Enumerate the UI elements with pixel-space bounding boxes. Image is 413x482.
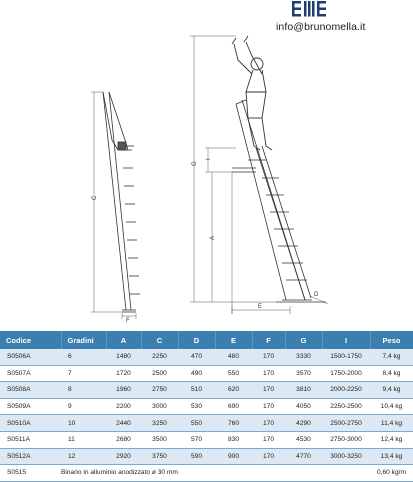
cell-e: 690: [215, 398, 252, 415]
cell-codice: S0506A: [0, 349, 61, 365]
cell-c: 2750: [141, 382, 178, 399]
cell-a: 2440: [106, 415, 141, 432]
cell-d: 570: [178, 431, 215, 448]
cell-e: 830: [215, 431, 252, 448]
cell-peso: 11,4 kg: [370, 415, 413, 432]
cell-i: 3000-3250: [322, 448, 370, 465]
table-row: [0, 398, 413, 415]
label-base: D: [314, 292, 319, 298]
cell-g: 3570: [285, 365, 322, 382]
label-side-base: F: [126, 318, 130, 324]
cell-peso: 13,4 kg: [370, 448, 413, 465]
cell-c: 3750: [141, 448, 178, 465]
cell-codice: S0515: [0, 465, 61, 482]
cell-codice: S0511A: [0, 431, 61, 448]
header-codice: Codice: [0, 331, 61, 349]
cell-e: 900: [215, 448, 252, 465]
header-peso: Peso: [370, 331, 413, 349]
cell-f: 170: [252, 448, 285, 465]
header-a: A: [106, 331, 141, 349]
platform: [232, 160, 266, 172]
side-view-dimensions: [91, 92, 136, 319]
cell-c: 2500: [141, 365, 178, 382]
cell-peso: 12,4 kg: [370, 431, 413, 448]
cell-description: Binario in alluminio anodizzato ø 30 mm: [61, 465, 370, 482]
header-f: F: [252, 331, 285, 349]
cell-f: 170: [252, 349, 285, 365]
cell-f: 170: [252, 365, 285, 382]
cell-a: 2680: [106, 431, 141, 448]
cell-f: 170: [252, 398, 285, 415]
label-total-height: G: [192, 161, 198, 166]
table-row: [0, 415, 413, 432]
cell-i: 1500-1750: [322, 349, 370, 365]
cell-codice: S0510A: [0, 415, 61, 432]
cell-d: 470: [178, 349, 215, 365]
cell-peso: 8,4 kg: [370, 365, 413, 382]
cell-e: 760: [215, 415, 252, 432]
cell-codice: S0512A: [0, 448, 61, 465]
table-row: [0, 382, 413, 399]
header-g: G: [285, 331, 322, 349]
cell-peso: 10,4 kg: [370, 398, 413, 415]
cell-g: 3330: [285, 349, 322, 365]
cell-a: 2200: [106, 398, 141, 415]
cell-codice: S0508A: [0, 382, 61, 399]
header-gradini: Gradini: [61, 331, 106, 349]
main-ladder: [236, 100, 326, 302]
cell-codice: S0507A: [0, 365, 61, 382]
label-side-height: C: [92, 195, 98, 200]
cell-c: 3500: [141, 431, 178, 448]
cell-d: 550: [178, 415, 215, 432]
cell-g: 3810: [285, 382, 322, 399]
cell-d: 590: [178, 448, 215, 465]
table-row-accessory: [0, 465, 413, 482]
cell-gradini: 8: [61, 382, 106, 399]
specs-table: [0, 331, 413, 482]
cell-d: 510: [178, 382, 215, 399]
cell-a: 1720: [106, 365, 141, 382]
cell-i: 1750-2000: [322, 365, 370, 382]
cell-g: 4050: [285, 398, 322, 415]
cell-e: 620: [215, 382, 252, 399]
cell-f: 170: [252, 415, 285, 432]
cell-g: 4290: [285, 415, 322, 432]
table-header-row: [0, 331, 413, 349]
table-row: [0, 349, 413, 365]
label-reach: A: [210, 235, 216, 240]
cell-c: 3000: [141, 398, 178, 415]
cell-d: 490: [178, 365, 215, 382]
cell-codice: S0509A: [0, 398, 61, 415]
cell-a: 1960: [106, 382, 141, 399]
cell-i: 2000-2250: [322, 382, 370, 399]
table-row: [0, 365, 413, 382]
cell-peso: 9,4 kg: [370, 382, 413, 399]
cell-f: 170: [252, 382, 285, 399]
cell-a: 2920: [106, 448, 141, 465]
table-row: [0, 448, 413, 465]
header-e: E: [215, 331, 252, 349]
cell-i: 2750-3000: [322, 431, 370, 448]
cell-gradini: 7: [61, 365, 106, 382]
cell-i: 2250-2500: [322, 398, 370, 415]
header-i: I: [322, 331, 370, 349]
cell-d: 530: [178, 398, 215, 415]
contact-email: info@brunomella.it: [276, 21, 366, 33]
label-depth: E: [258, 304, 263, 310]
cell-peso: 0,60 kg/m: [370, 465, 413, 482]
cell-gradini: 6: [61, 349, 106, 365]
cell-gradini: 11: [61, 431, 106, 448]
header-c: C: [141, 331, 178, 349]
cell-c: 3250: [141, 415, 178, 432]
cell-e: 550: [215, 365, 252, 382]
cell-f: 170: [252, 431, 285, 448]
cell-gradini: 12: [61, 448, 106, 465]
cell-g: 4530: [285, 431, 322, 448]
cell-c: 2250: [141, 349, 178, 365]
cell-peso: 7,4 kg: [370, 349, 413, 365]
cell-gradini: 9: [61, 398, 106, 415]
header-d: D: [178, 331, 215, 349]
label-handrail: I: [206, 158, 212, 160]
cell-a: 1480: [106, 349, 141, 365]
main-dimensions: [190, 36, 328, 314]
side-view-ladder: [103, 92, 140, 312]
table-row: [0, 431, 413, 448]
cell-i: 2500-2750: [322, 415, 370, 432]
cell-e: 480: [215, 349, 252, 365]
cell-g: 4770: [285, 448, 322, 465]
cell-gradini: 10: [61, 415, 106, 432]
